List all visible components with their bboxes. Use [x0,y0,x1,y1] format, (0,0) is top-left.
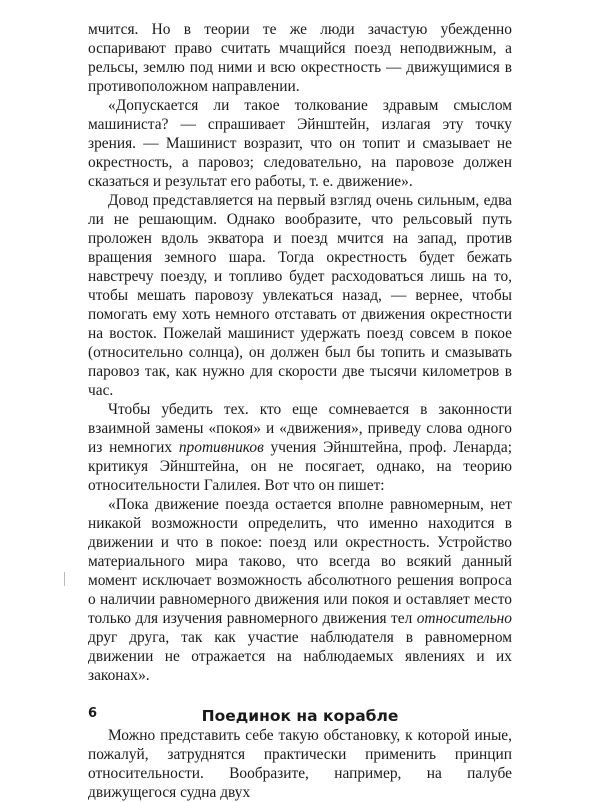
page-number: 6 [88,706,98,721]
paragraph [88,96,512,191]
paragraph [88,20,512,96]
paragraph [88,495,512,685]
emphasized-text: относительно [416,610,512,627]
section-heading: Поединок на корабле [201,707,399,725]
text-run: Можно представить себе такую обстановку, к которой иные, пожалуй, затруднятся практически применить принцип относительности. Вообразите, например, на палубе движущегося судна двух [88,727,512,801]
section-paragraph-list [88,726,512,802]
paragraph [88,191,512,400]
text-run: учения Эйнштейна, проф. Ленарда; критикуя Эйнштейна, он не посягает, однако, на теорию относительности Галилея. Вот что он пишет: [88,439,512,494]
text-run: «Допускается ли такое толкование здравым смыслом машиниста? — спрашивает Эйнштейн, излагая эту точку зрения. — Машинист возразит, что он топит и смазывает не окрестность, а паровоз; следовательно, на паровозе должен сказаться и результат его работы, т. е. движение». [88,97,512,190]
text-run: Чтобы убедить тех. кто еще сомневается в законности взаимной замены «покоя» и «движения», приведу слова одного из немногих [88,401,512,456]
page-body [88,20,512,802]
text-run: мчится. Но в теории те же люди зачастую убежденно оспаривают право считать мчащийся поезд неподвижным, а рельсы, землю под ними и всю окрестность — движущимися в противоположном направлении. [88,21,512,95]
text-run: друг друга, так как участие наблюдателя в равномерном движении не отражается на наблюдаемых явлениях и их законах». [88,629,512,684]
paragraph [88,400,512,495]
margin-mark [64,572,65,586]
text-run: «Пока движение поезда остается вполне равномерным, нет никакой возможности определить, что именно находится в движении и что в покое: поезд или окрестность. Устройство материального мира таково, что всегда во всякий данный момент исключает возможность абсолютного решения вопроса о наличии равномерного движения или покоя и оставляет место только для изучения равномерного движения тел [88,496,512,627]
paragraph-list [88,20,512,685]
text-run: Довод представляется на первый взгляд очень сильным, едва ли не решающим. Однако вообразите, что рельсовый путь проложен вдоль экватора и поезд мчится на запад, против вращения земного шара. Тогда окрестность будет бежать навстречу поезду, и топливо будет расходоваться лишь на то, чтобы мешать паровозу увлекаться назад, — вернее, чтобы помогать ему хоть немного отставать от движения окрестности на восток. Пожелай машинист удержать поезд совсем в покое (относительно солнца), он должен был бы топить и смазывать паровоз так, как нужно для скорости две тысячи километров в час. [88,192,512,399]
paragraph [88,726,512,802]
emphasized-text: противников [178,439,264,456]
